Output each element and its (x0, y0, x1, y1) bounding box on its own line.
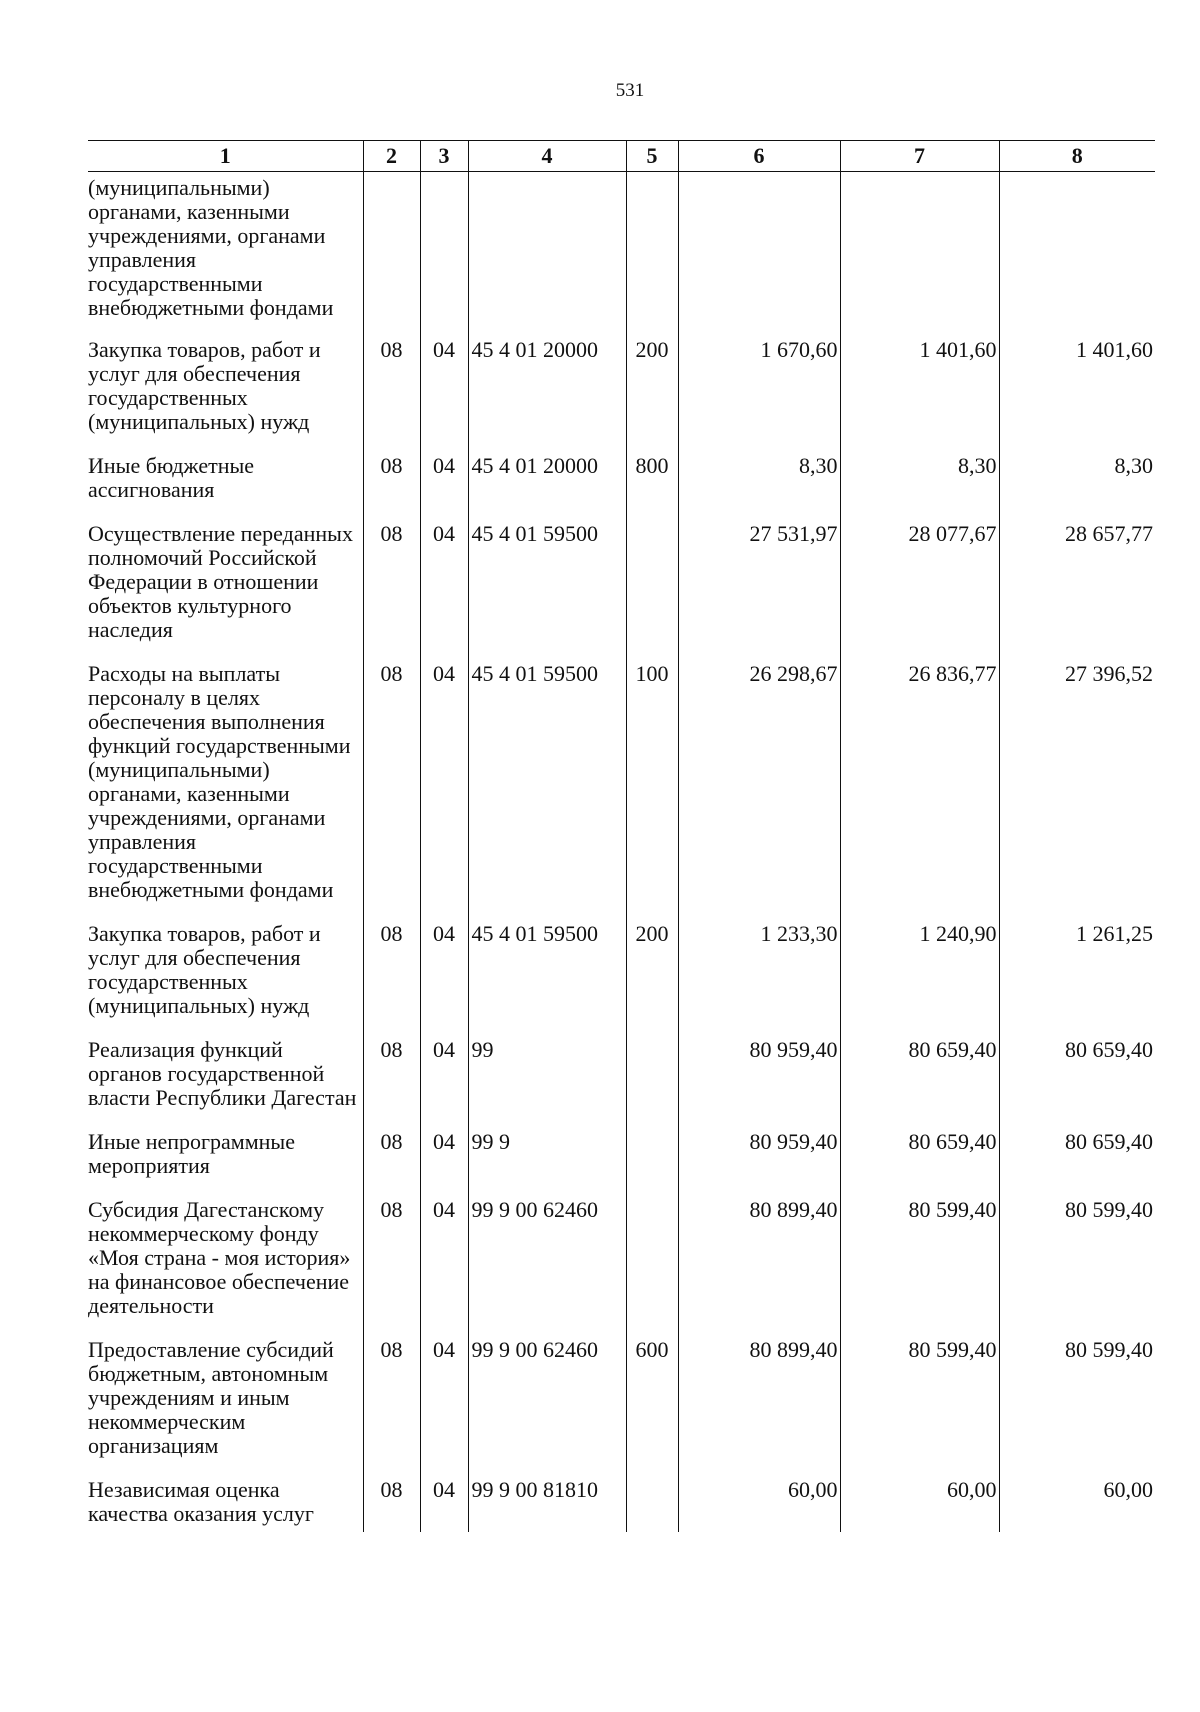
header-col-8: 8 (999, 141, 1155, 172)
header-row (88, 141, 1155, 172)
cell-name: Иные непрограммные мероприятия (88, 1129, 295, 1178)
cell-amount-3: 1 401,60 (999, 330, 1155, 446)
cell-expense-type: 200 (626, 330, 678, 446)
cell-section: 08 (363, 446, 420, 514)
cell-amount-2: 80 599,40 (840, 1330, 999, 1470)
cell-subsection: 04 (420, 330, 468, 446)
cell-expense-type: 100 (626, 654, 678, 914)
cell-name: Иные бюджетные ассигнования (88, 453, 255, 502)
table-row (88, 446, 1155, 514)
cell-subsection: 04 (420, 1470, 468, 1532)
cell-amount-3: 80 659,40 (999, 1122, 1155, 1190)
cell-amount-3: 60,00 (999, 1470, 1155, 1532)
cell-name: Независимая оценка качества оказания услуг (88, 1477, 314, 1526)
cell-target-article: 45 4 01 59500 (468, 514, 626, 654)
cell-name: Предоставление субсидий бюджетным, автономным учреждениям и иным некоммерческим организациям (88, 1337, 334, 1458)
cell-subsection: 04 (420, 1030, 468, 1122)
cell-section: 08 (363, 330, 420, 446)
table-row (88, 1030, 1155, 1122)
cell-amount-1: 80 899,40 (678, 1330, 840, 1470)
header-col-2: 2 (363, 141, 420, 172)
cell-target-article: 45 4 01 20000 (468, 330, 626, 446)
table-row (88, 172, 1155, 331)
cell-name: Закупка товаров, работ и услуг для обеспечения государственных (муниципальных) нужд (88, 337, 321, 434)
cell-target-article: 99 (468, 1030, 626, 1122)
cell-subsection: 04 (420, 514, 468, 654)
cell-amount-3: 80 599,40 (999, 1190, 1155, 1330)
header-col-3: 3 (420, 141, 468, 172)
cell-amount-1 (678, 172, 840, 331)
cell-name: (муниципальными) органами, казенными учреждениями, органами управления государственными внебюджетными фондами (88, 175, 334, 320)
cell-section: 08 (363, 1190, 420, 1330)
cell-amount-3: 80 659,40 (999, 1030, 1155, 1122)
table-header (88, 141, 1155, 172)
cell-target-article: 99 9 (468, 1122, 626, 1190)
header-col-6: 6 (678, 141, 840, 172)
cell-amount-3: 27 396,52 (999, 654, 1155, 914)
cell-amount-2: 1 401,60 (840, 330, 999, 446)
cell-target-article: 99 9 00 81810 (468, 1470, 626, 1532)
page-number: 531 (615, 80, 645, 101)
cell-amount-3: 1 261,25 (999, 914, 1155, 1030)
cell-amount-1: 27 531,97 (678, 514, 840, 654)
cell-target-article: 45 4 01 59500 (468, 914, 626, 1030)
cell-expense-type (626, 172, 678, 331)
cell-amount-3: 80 599,40 (999, 1330, 1155, 1470)
cell-amount-2 (840, 172, 999, 331)
cell-amount-1: 1 670,60 (678, 330, 840, 446)
table-row (88, 330, 1155, 446)
cell-section: 08 (363, 1330, 420, 1470)
cell-section: 08 (363, 1470, 420, 1532)
cell-expense-type: 200 (626, 914, 678, 1030)
table-row (88, 1330, 1155, 1470)
cell-subsection (420, 172, 468, 331)
budget-table-container (88, 140, 1155, 1532)
cell-amount-2: 1 240,90 (840, 914, 999, 1030)
cell-name: Расходы на выплаты персоналу в целях обеспечения выполнения функций государственными (муниципальными) органами, казенными учреждениями, органами управления государственными внебюджетными фондами (88, 661, 351, 902)
cell-section: 08 (363, 914, 420, 1030)
cell-section: 08 (363, 514, 420, 654)
cell-amount-2: 80 659,40 (840, 1030, 999, 1122)
cell-section: 08 (363, 1122, 420, 1190)
table-row (88, 1122, 1155, 1190)
cell-amount-3: 8,30 (999, 446, 1155, 514)
cell-subsection: 04 (420, 654, 468, 914)
cell-name: Закупка товаров, работ и услуг для обеспечения государственных (муниципальных) нужд (88, 921, 321, 1018)
cell-amount-1: 80 959,40 (678, 1122, 840, 1190)
table-row (88, 1190, 1155, 1330)
cell-subsection: 04 (420, 1190, 468, 1330)
cell-target-article: 45 4 01 59500 (468, 654, 626, 914)
cell-amount-1: 80 959,40 (678, 1030, 840, 1122)
cell-expense-type: 600 (626, 1330, 678, 1470)
cell-amount-3: 28 657,77 (999, 514, 1155, 654)
cell-expense-type: 800 (626, 446, 678, 514)
header-col-5: 5 (626, 141, 678, 172)
table-row (88, 514, 1155, 654)
cell-subsection: 04 (420, 914, 468, 1030)
cell-amount-2: 8,30 (840, 446, 999, 514)
table-row (88, 1470, 1155, 1532)
budget-table (88, 140, 1155, 1532)
cell-target-article: 99 9 00 62460 (468, 1190, 626, 1330)
cell-name: Субсидия Дагестанскому некоммерческому фонду «Моя страна - моя история» на финансовое обеспечение деятельности (88, 1197, 351, 1318)
cell-amount-1: 26 298,67 (678, 654, 840, 914)
cell-section: 08 (363, 654, 420, 914)
cell-target-article (468, 172, 626, 331)
cell-section: 08 (363, 1030, 420, 1122)
cell-amount-3 (999, 172, 1155, 331)
cell-amount-2: 80 659,40 (840, 1122, 999, 1190)
cell-subsection: 04 (420, 446, 468, 514)
cell-amount-1: 80 899,40 (678, 1190, 840, 1330)
cell-subsection: 04 (420, 1330, 468, 1470)
cell-expense-type (626, 1190, 678, 1330)
cell-amount-1: 8,30 (678, 446, 840, 514)
cell-subsection: 04 (420, 1122, 468, 1190)
cell-amount-2: 80 599,40 (840, 1190, 999, 1330)
cell-expense-type (626, 1030, 678, 1122)
header-col-1: 1 (88, 141, 363, 172)
cell-expense-type (626, 514, 678, 654)
cell-section (363, 172, 420, 331)
table-row (88, 654, 1155, 914)
cell-target-article: 99 9 00 62460 (468, 1330, 626, 1470)
cell-expense-type (626, 1470, 678, 1532)
cell-target-article: 45 4 01 20000 (468, 446, 626, 514)
cell-name: Реализация функций органов государственной власти Республики Дагестан (88, 1037, 357, 1110)
cell-amount-1: 1 233,30 (678, 914, 840, 1030)
table-body (88, 172, 1155, 1533)
header-col-4: 4 (468, 141, 626, 172)
cell-expense-type (626, 1122, 678, 1190)
cell-amount-2: 26 836,77 (840, 654, 999, 914)
cell-amount-2: 60,00 (840, 1470, 999, 1532)
header-col-7: 7 (840, 141, 999, 172)
cell-amount-2: 28 077,67 (840, 514, 999, 654)
cell-name: Осуществление переданных полномочий Российской Федерации в отношении объектов культурного наследия (88, 521, 353, 642)
table-row (88, 914, 1155, 1030)
cell-amount-1: 60,00 (678, 1470, 840, 1532)
